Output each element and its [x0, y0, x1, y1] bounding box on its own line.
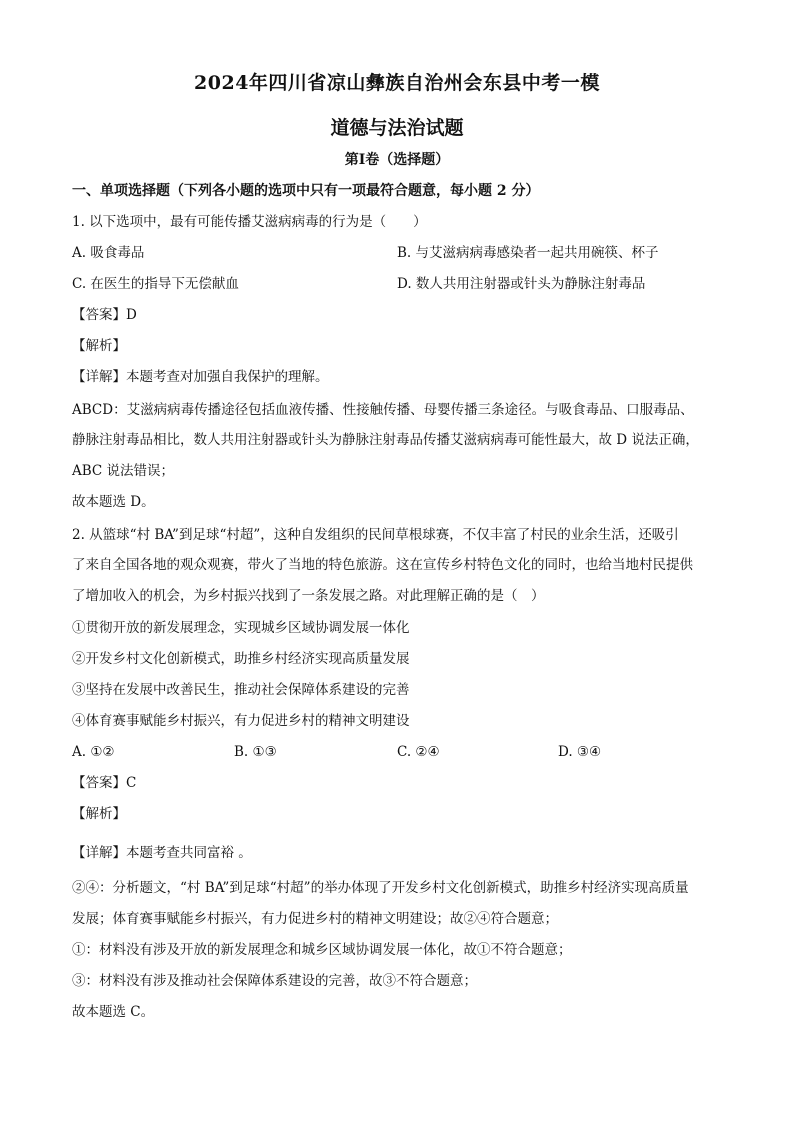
exam-title: 2024年四川省凉山彝族自治州会东县中考一模 — [194, 72, 600, 94]
q2-statement: ③坚持在发展中改善民生，推动社会保障体系建设的完善 — [72, 682, 410, 698]
q2-explain-line: 发展；体育赛事赋能乡村振兴，有力促进乡村的精神文明建设；故②④符合题意； — [72, 911, 558, 927]
q1-option-c: C. 在医生的指导下无偿献血 — [72, 276, 239, 292]
q2-stem-line: 了来自全国各地的观众观赛，带火了当地的特色旅游。这在宣传乡村特色文化的同时，也给当地村民提供 — [72, 557, 693, 573]
q2-explain-line: ①：材料没有涉及开放的新发展理念和城乡区域协调发展一体化，故①不符合题意； — [72, 942, 572, 958]
q2-answer: 【答案】C — [72, 775, 137, 791]
q1-option-a: A. 吸食毒品 — [72, 245, 145, 261]
q2-statement: ①贯彻开放的新发展理念，实现城乡区域协调发展一体化 — [72, 620, 410, 636]
q1-detail: 【详解】本题考查对加强自我保护的理解。 — [72, 369, 329, 385]
exam-part: 第Ⅰ卷（选择题） — [344, 152, 450, 168]
q2-analysis-label: 【解析】 — [72, 806, 126, 822]
q2-option-b: B. ①③ — [234, 744, 277, 760]
q2-option-d: D. ③④ — [558, 744, 602, 760]
q1-option-d: D. 数人共用注射器或针头为静脉注射毒品 — [397, 276, 646, 292]
q1-analysis-label: 【解析】 — [72, 338, 126, 354]
q2-stem-line: 2. 从篮球“村 BA”到足球“村超”，这种自发组织的民间草根球赛，不仅丰富了村民的业余生活，还吸引 — [72, 527, 679, 543]
q2-conclusion: 故本题选 C。 — [72, 1004, 155, 1020]
q2-stem-line: 了增加收入的机会，为乡村振兴找到了一条发展之路。对此理解正确的是（ ） — [72, 588, 545, 604]
q1-explain-line: 静脉注射毒品相比，数人共用注射器或针头为静脉注射毒品传播艾滋病病毒可能性最大，故 D 说法正确， — [72, 432, 699, 448]
exam-subject: 道德与法治试题 — [330, 117, 464, 139]
q2-option-c: C. ②④ — [397, 744, 440, 760]
q1-answer: 【答案】D — [72, 307, 137, 323]
q2-detail: 【详解】本题考查共同富裕 。 — [72, 845, 252, 861]
q2-explain-line: ②④：分析题文，“村 BA”到足球“村超”的举办体现了开发乡村文化创新模式，助推乡村经济实现高质量 — [72, 880, 689, 896]
q1-option-b: B. 与艾滋病病毒感染者一起共用碗筷、杯子 — [397, 245, 659, 261]
section-heading: 一、单项选择题（下列各小题的选项中只有一项最符合题意，每小题 2 分） — [72, 183, 540, 199]
q1-stem: 1. 以下选项中，最有可能传播艾滋病病毒的行为是（ ） — [72, 214, 427, 230]
q1-conclusion: 故本题选 D。 — [72, 494, 155, 510]
q1-explain-line: ABC 说法错误； — [72, 463, 175, 479]
q2-option-a: A. ①② — [72, 744, 115, 760]
q2-statement: ④体育赛事赋能乡村振兴，有力促进乡村的精神文明建设 — [72, 713, 410, 729]
q1-explain-line: ABCD：艾滋病病毒传播途径包括血液传播、性接触传播、母婴传播三条途径。与吸食毒品、口服毒品、 — [72, 402, 694, 418]
q2-explain-line: ③：材料没有涉及推动社会保障体系建设的完善，故③不符合题意； — [72, 973, 477, 989]
q2-statement: ②开发乡村文化创新模式，助推乡村经济实现高质量发展 — [72, 651, 410, 667]
